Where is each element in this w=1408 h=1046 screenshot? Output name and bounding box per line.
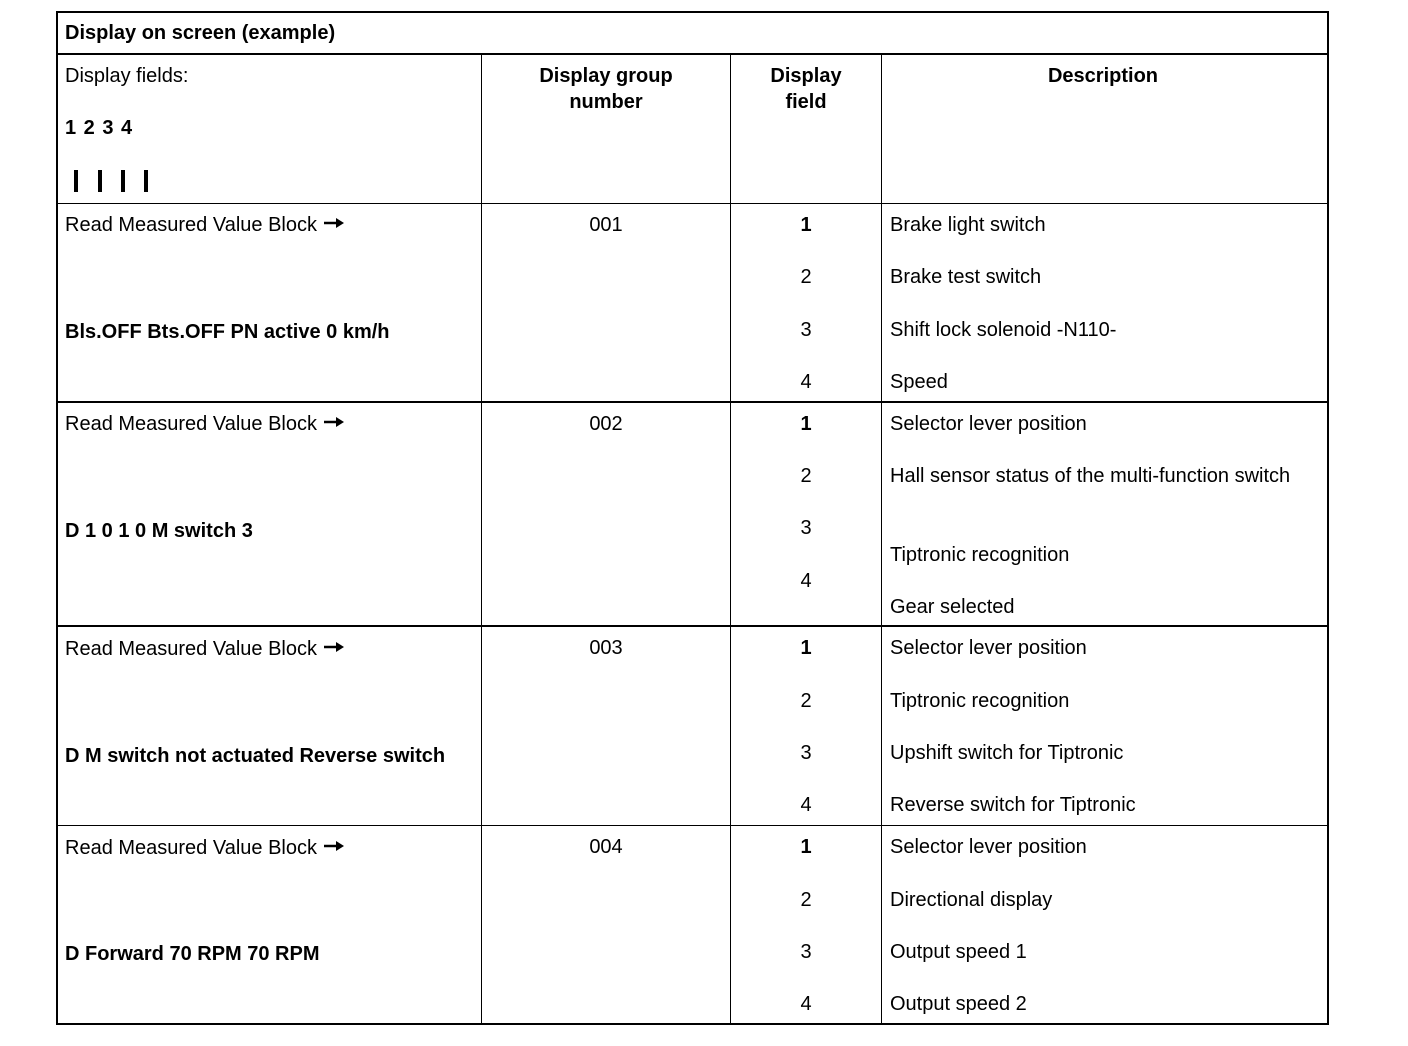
header-description: Description [1047, 65, 1159, 87]
field-number: 4 [800, 794, 812, 816]
field-description: Brake light switch [890, 214, 1046, 236]
row-divider [58, 203, 1327, 204]
field-description: Selector lever position [890, 637, 1087, 659]
field-marker-4 [144, 170, 148, 192]
field-description: Reverse switch for Tiptronic [890, 794, 1136, 816]
field-description: Upshift switch for Tiptronic [890, 742, 1124, 764]
field-number: 2 [800, 266, 812, 288]
field-number: 2 [800, 465, 812, 487]
table-caption: Display on screen (example) [65, 22, 336, 44]
block-label: Read Measured Value Block [65, 212, 345, 238]
field-description: Directional display [890, 889, 1053, 911]
display-value: D Forward 70 RPM 70 RPM [65, 943, 320, 965]
group-number: 002 [589, 413, 623, 435]
field-description: Gear selected [890, 596, 1015, 618]
field-description: Selector lever position [890, 836, 1087, 858]
row-divider [58, 825, 1327, 826]
column-divider [881, 55, 882, 1023]
right-arrow-icon [323, 415, 345, 429]
header-display-field: Display field [770, 65, 842, 113]
field-number: 1 [800, 214, 812, 236]
field-number: 1 [800, 413, 812, 435]
display-fields-label: Display fields: [65, 65, 189, 87]
block-label: Read Measured Value Block [65, 411, 345, 437]
field-number: 2 [800, 889, 812, 911]
field-number: 1 [800, 637, 812, 659]
column-divider [481, 55, 482, 1023]
field-number: 3 [800, 517, 812, 539]
group-number: 004 [589, 836, 623, 858]
field-description: Brake test switch [890, 266, 1042, 288]
field-number: 4 [800, 993, 812, 1015]
field-numbers: 1 2 3 4 [65, 117, 134, 139]
field-number: 3 [800, 319, 812, 341]
field-number: 4 [800, 371, 812, 393]
header-display-group: Display group number [539, 65, 673, 113]
row-divider [58, 625, 1327, 627]
table-caption-row [58, 13, 1327, 55]
field-description: Hall sensor status of the multi-function switch [890, 465, 1291, 487]
column-divider [730, 55, 731, 1023]
field-marker-3 [121, 170, 125, 192]
field-marker-2 [98, 170, 102, 192]
field-description: Selector lever position [890, 413, 1087, 435]
field-description: Tiptronic recognition [890, 544, 1070, 566]
field-description: Output speed 2 [890, 993, 1027, 1015]
group-number: 003 [589, 637, 623, 659]
display-value: D M switch not actuated Reverse switch [65, 745, 446, 767]
block-label: Read Measured Value Block [65, 835, 345, 861]
display-value: D 1 0 1 0 M switch 3 [65, 520, 253, 542]
field-number: 4 [800, 570, 812, 592]
group-number: 001 [589, 214, 623, 236]
display-value: Bls.OFF Bts.OFF PN active 0 km/h [65, 321, 390, 343]
block-label: Read Measured Value Block [65, 636, 345, 662]
field-description: Speed [890, 371, 948, 393]
field-number: 3 [800, 941, 812, 963]
field-marker-1 [74, 170, 78, 192]
field-number: 2 [800, 690, 812, 712]
right-arrow-icon [323, 839, 345, 853]
field-description: Tiptronic recognition [890, 690, 1070, 712]
field-description: Output speed 1 [890, 941, 1027, 963]
field-description: Shift lock solenoid -N110- [890, 319, 1117, 341]
row-divider [58, 401, 1327, 403]
measured-value-table [56, 11, 1329, 1025]
field-number: 1 [800, 836, 812, 858]
right-arrow-icon [323, 216, 345, 230]
field-number: 3 [800, 742, 812, 764]
right-arrow-icon [323, 640, 345, 654]
